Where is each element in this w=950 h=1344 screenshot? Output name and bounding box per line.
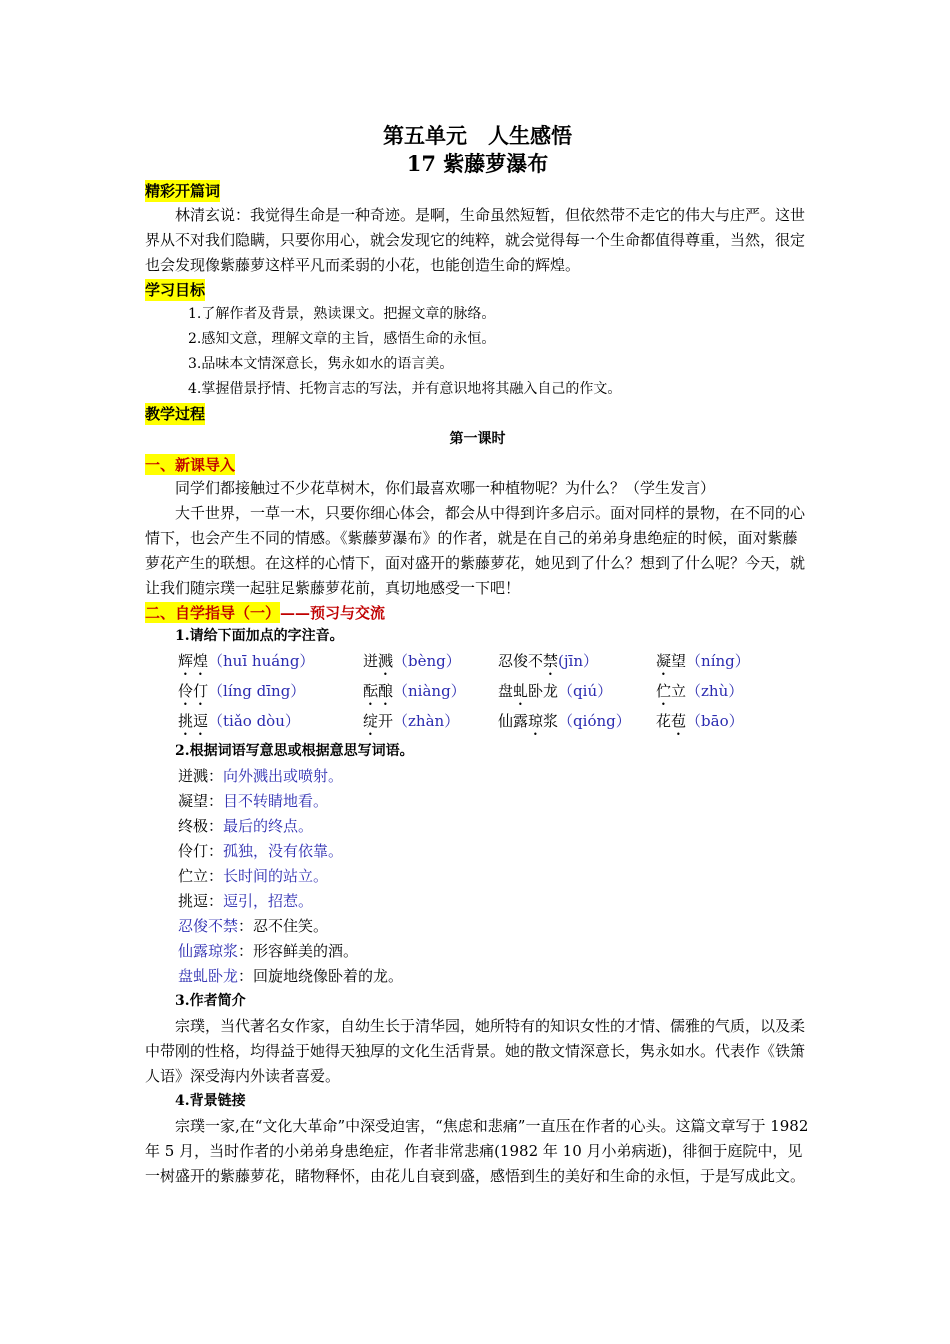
pinyin-word-part: 立: [671, 682, 687, 700]
vocab-word: 凝望：: [178, 792, 224, 810]
pinyin-dotted-chars: 凝: [656, 652, 672, 670]
pinyin-reading: （niàng）: [393, 682, 466, 700]
unit-title: 第五单元 人生感悟: [383, 123, 572, 148]
pinyin-reading: （bāo）: [686, 712, 744, 730]
pinyin-reading: （líng dīng）: [208, 682, 306, 700]
vocab-item: [145, 889, 810, 914]
pinyin-word-part: 浆: [543, 712, 559, 730]
pinyin-dotted-chars: 伫: [656, 682, 672, 700]
pinyin-item: [178, 709, 363, 739]
vocab-meaning: 向外溅出或喷射。: [223, 767, 344, 785]
pinyin-reading: (jīn）: [558, 652, 598, 670]
pinyin-word-part: 忍俊不: [498, 652, 544, 670]
opening-label: 精彩开篇词: [145, 182, 221, 200]
pinyin-reading: （qióng）: [558, 712, 631, 730]
vocab-word: 仙露琼浆: [178, 942, 239, 960]
pinyin-word-part: 卧龙: [528, 682, 559, 700]
vocab-list: [145, 764, 810, 989]
vocab-word: 盘虬卧龙: [178, 967, 239, 985]
vocab-meaning: 长时间的站立。: [223, 867, 329, 885]
goal-item: 2.感知文意，理解文章的主旨，感悟生命的永恒。: [188, 331, 496, 347]
pinyin-reading: （qiú）: [558, 682, 613, 700]
question-1: 1.请给下面加点的字注音。: [175, 628, 344, 644]
pinyin-dotted-chars: 溅: [378, 652, 394, 670]
pinyin-word-part: 盘: [498, 682, 514, 700]
question-2: 2.根据词语写意思或根据意思写词语。: [175, 743, 414, 759]
pinyin-reading: （tiǎo dòu）: [208, 712, 300, 730]
vocab-meaning: ：忍不住笑。: [238, 917, 329, 935]
pinyin-item: [656, 649, 806, 679]
pinyin-reading: （zhù）: [686, 682, 744, 700]
vocab-item: [145, 839, 810, 864]
vocab-meaning: 目不转睛地看。: [223, 792, 329, 810]
pinyin-item: [363, 709, 498, 739]
pinyin-item: [498, 649, 656, 679]
intro-paragraph-2: 大千世界，一草一木，只要你细心体会，都会从中得到许多启示。面对同样的景物，在不同的心情下，也会产生不同的情感。《紫藤萝瀑布》的作者，就是在自己的弟弟身患绝症的时候，面对紫藤萝花产生的联想。在这样的心情下，面对盛开的紫藤萝花，她见到了什么？想到了什么呢？今天，就让我们随宗璞一起驻足紫藤萝花前，真切地感受一下吧！: [145, 504, 806, 597]
pinyin-dotted-chars: 伶仃: [178, 682, 209, 700]
vocab-meaning: ：回旋地绕像卧着的龙。: [238, 967, 404, 985]
pinyin-word-part: 仙露: [498, 712, 529, 730]
pinyin-dotted-chars: 酝酿: [363, 682, 394, 700]
lesson-title: 17 紫藤萝瀑布: [406, 151, 549, 176]
pinyin-dotted-chars: 虬: [513, 682, 529, 700]
question-3: 3.作者简介: [175, 993, 246, 1009]
vocab-item: [145, 814, 810, 839]
goal-item: 1.了解作者及背景，熟读课文。把握文章的脉络。: [188, 306, 496, 322]
background-text: 宗璞一家,在“文化大革命”中深受迫害，“焦虑和悲痛”一直压在作者的心头。这篇文章写于 1982 年 5 月，当时作者的小弟弟身患绝症，作者非常悲痛(1982 年 10 月小弟病逝)，徘徊于庭院中，见一树盛开的紫藤萝花，睹物释怀，由花儿自衰到盛，感悟到生的美好和生命的永恒，于是写成此文。: [145, 1117, 809, 1185]
pinyin-dotted-chars: 苞: [671, 712, 687, 730]
pinyin-dotted-chars: 禁: [543, 652, 559, 670]
pinyin-item: [178, 679, 363, 709]
pinyin-item: [498, 679, 656, 709]
vocab-item: [145, 964, 810, 989]
author-intro: 宗璞，当代著名女作家，自幼生长于清华园，她所特有的知识女性的才情、儒雅的气质，以及柔中带刚的性格，均得益于她得天独厚的文化生活背景。她的散文情深意长，隽永如水。代表作《铁箫人语》深受海内外读者喜爱。: [145, 1017, 806, 1085]
class-period-title: 第一课时: [449, 431, 506, 447]
intro-paragraph-1: 同学们都接触过不少花草树木，你们最喜欢哪一种植物呢？为什么？（学生发言）: [175, 479, 716, 497]
goal-item: 4.掌握借景抒情、托物言志的写法，并有意识地将其融入自己的作文。: [188, 381, 622, 397]
vocab-item: [145, 789, 810, 814]
opening-text: 林清玄说：我觉得生命是一种奇迹。是啊，生命虽然短暂，但依然带不走它的伟大与庄严。这世界从不对我们隐瞒，只要你用心，就会发现它的纯粹，就会觉得每一个生命都值得尊重，当然，很定也会发现像紫藤萝这样平凡而柔弱的小花，也能创造生命的辉煌。: [145, 206, 806, 274]
vocab-item: [145, 914, 810, 939]
vocab-meaning: 逗引，招惹。: [223, 892, 314, 910]
vocab-meaning: 最后的终点。: [223, 817, 314, 835]
pinyin-word-part: 花: [656, 712, 672, 730]
pinyin-item: [498, 709, 656, 739]
pinyin-dotted-chars: 挑逗: [178, 712, 209, 730]
goals-label: 学习目标: [145, 281, 206, 299]
vocab-word: 忍俊不禁: [178, 917, 239, 935]
vocab-word: 终极：: [178, 817, 224, 835]
pinyin-item: [363, 679, 498, 709]
pinyin-grid: [145, 649, 810, 739]
pinyin-reading: （bèng）: [393, 652, 461, 670]
vocab-word: 伶仃：: [178, 842, 224, 860]
pinyin-word-part: 开: [378, 712, 394, 730]
section2-label-tail: ——预习与交流: [280, 604, 386, 622]
pinyin-item: [656, 679, 806, 709]
section1-label: 一、新课导入: [145, 456, 236, 474]
goal-item: 3.品味本文情深意长，隽永如水的语言美。: [188, 356, 454, 372]
process-label: 教学过程: [145, 405, 206, 423]
vocab-word: 伫立：: [178, 867, 224, 885]
pinyin-item: [363, 649, 498, 679]
pinyin-reading: （zhàn）: [393, 712, 460, 730]
pinyin-dotted-chars: 琼: [528, 712, 544, 730]
document-content: [145, 122, 810, 1189]
pinyin-word-part: 望: [671, 652, 687, 670]
pinyin-reading: （huī huáng）: [208, 652, 315, 670]
vocab-item: [145, 939, 810, 964]
pinyin-item: [656, 709, 806, 739]
vocab-meaning: 孤独，没有依靠。: [223, 842, 344, 860]
pinyin-reading: （níng）: [686, 652, 750, 670]
vocab-word: 挑逗：: [178, 892, 224, 910]
section2-label: 二、自学指导（一）: [145, 604, 281, 622]
pinyin-dotted-chars: 辉煌: [178, 652, 209, 670]
pinyin-word-part: 迸: [363, 652, 379, 670]
question-4: 4.背景链接: [175, 1093, 246, 1109]
pinyin-dotted-chars: 绽: [363, 712, 379, 730]
vocab-meaning: ：形容鲜美的酒。: [238, 942, 359, 960]
vocab-word: 迸溅：: [178, 767, 224, 785]
vocab-item: [145, 864, 810, 889]
vocab-item: [145, 764, 810, 789]
pinyin-item: [178, 649, 363, 679]
